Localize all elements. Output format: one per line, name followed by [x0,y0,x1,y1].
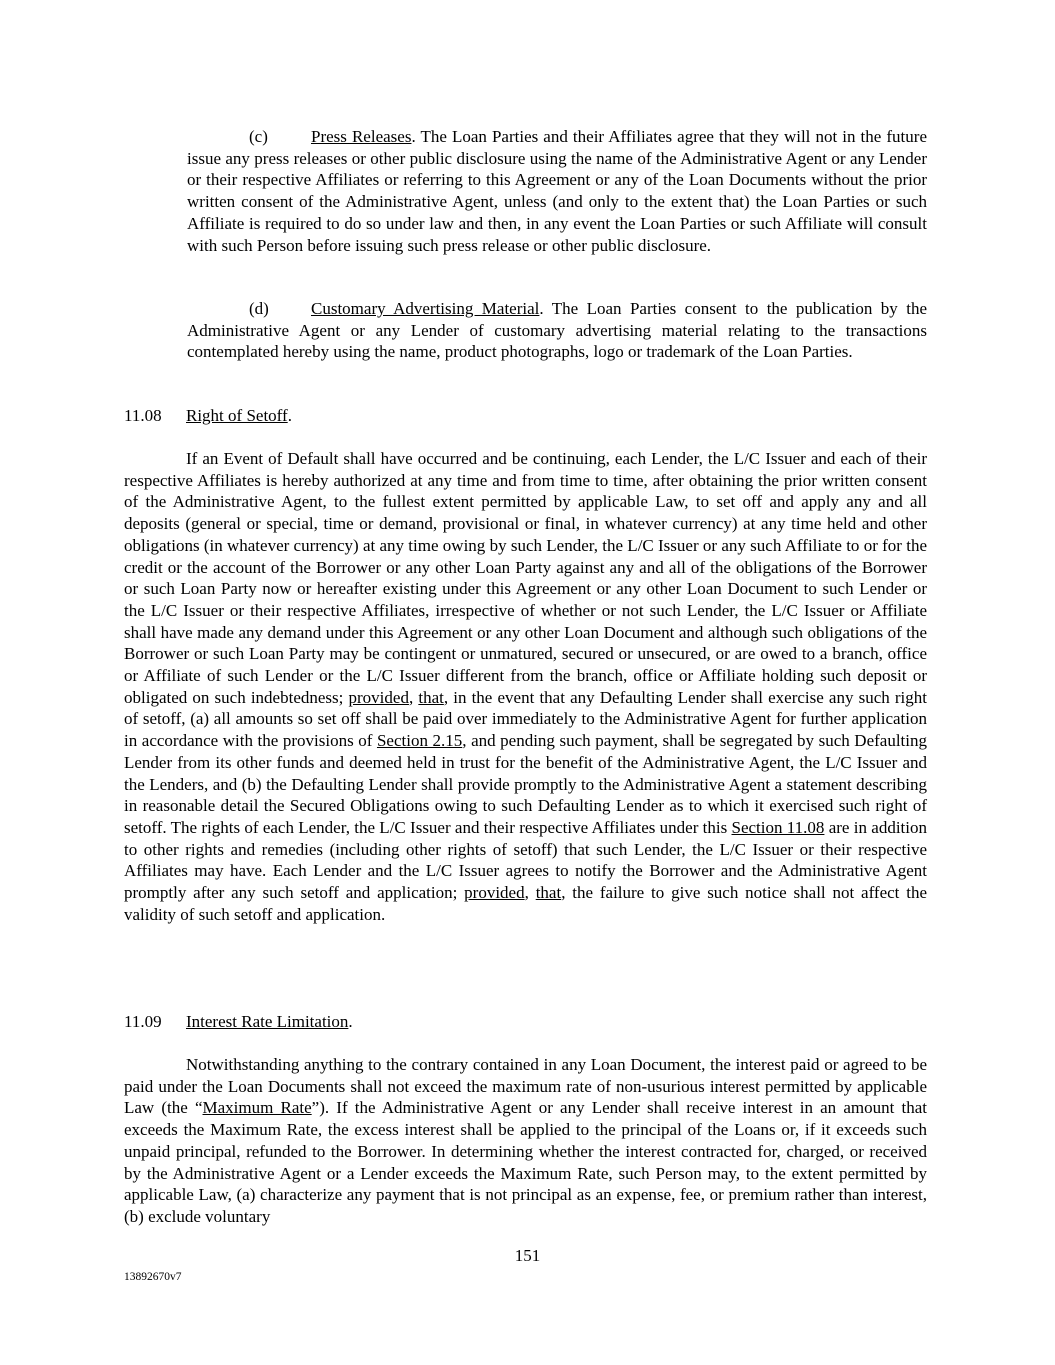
body-text: Notwithstanding anything to the contrary contained in any Loan Document, the interest paid or agreed to be paid under the Loan Documents shall not exceed the maximum rate of non-usurious interest permitted by applicable Law (the “ [124,1055,927,1118]
section-number: 11.08 [124,406,162,425]
paragraph-text: . The Loan Parties consent to the publication by the Administrative Agent or any Lender of customary advertising material relating to the transactions contemplated hereby using the name, product photographs, logo or trademark of the Loan Parties. [187,299,927,362]
separator-text: , [524,883,536,903]
paragraph-d-customary-advertising [187,298,927,363]
provided-term: provided [348,687,409,707]
paragraph-c-press-releases [187,126,927,256]
body-text: , in the event that any Defaulting Lender shall exercise any such right of setoff, (a) all amounts so set off shall be paid over immediately to the Administrative Agent for further application in accordance with the provisions of [124,687,928,751]
paragraph-title: Customary Advertising Material [311,299,540,318]
paragraph-title: Press Releases [311,127,412,146]
section-body-1108 [124,448,927,925]
section-heading-1109 [124,1011,353,1033]
page-number: 151 [514,1246,541,1265]
section-title: Right of Setoff [186,406,288,425]
section-number: 11.09 [124,1012,162,1031]
that-term: that [535,883,562,903]
that-term: that [418,687,444,707]
paragraph-number: (c) [249,127,268,146]
separator-text: , [408,687,419,707]
section-title-end: . [348,1012,353,1031]
section-body-1109 [124,1054,927,1228]
body-text: are in addition to other rights and remedies (including other rights of setoff) that such Lender, the L/C Issuer or their respective Affiliates may have. Each Lender and the L/C Issuer agrees to notify the Borrower and the Administrative Agent promptly after any such setoff and application; [124,817,927,903]
document-id: 13892670v7 [124,1271,182,1283]
section-heading-1108 [124,405,292,427]
section-reference: Section 11.08 [731,817,825,837]
paragraph-text: . The Loan Parties and their Affiliates agree that they will not in the future issue any press releases or other public disclosure using the name of the Administrative Agent or any Lender or their respective Affiliates or referring to this Agreement or any of the Loan Documents without the prior written consent of the Administrative Agent, unless (and only to the extent that) the Loan Parties or such Affiliate is required to do so under law and then, in any event the Loan Parties or such Affiliate will consult with such Person before issuing such press release or other public disclosure. [187,127,927,255]
provided-term: provided [464,883,525,903]
section-reference: Section 2.15 [376,731,463,751]
body-text: , the failure to give such notice shall not affect the validity of such setoff and application. [124,883,928,924]
body-text: ”). If the Administrative Agent or any Lender shall receive interest in an amount that exceeds the Maximum Rate, the excess interest shall be applied to the principal of the Loans or, if it exceeds such unpaid principal, refunded to the Borrower. In determining whether the interest contracted for, charged, or received by the Administrative Agent or a Lender exceeds the Maximum Rate, such Person may, to the extent permitted by applicable Law, (a) characterize any payment that is not principal as an expense, fee, or premium rather than interest, (b) exclude voluntary [124,1098,927,1226]
defined-term: Maximum Rate [202,1098,312,1118]
section-title-end: . [287,406,292,425]
body-text: If an Event of Default shall have occurred and be continuing, each Lender, the L/C Issuer and each of their respective Affiliates is hereby authorized at any time and from time to time, after obtaining the prior written consent of the Administrative Agent, to the fullest extent permitted by applicable Law, to set off and apply any and all deposits (general or special, time or demand, provisional or final, in whatever currency) at any time held and other obligations (in whatever currency) at any time owing by such Lender, the L/C Issuer or any such Affiliate to or for the credit or the account of the Borrower or any other Loan Party against any and all of the obligations of the Borrower or such Loan Party now or hereafter existing under this Agreement or any other Loan Document to such Lender or the L/C Issuer or their respective Affiliates, irrespective of whether or not such Lender, the L/C Issuer or Affiliate shall have made any demand under this Agreement or any other Loan Document and although such obligations of the Borrower or such Loan Party may be contingent or unmatured, secured or unsecured, or are owed to a branch, office or Affiliate of such Lender or the L/C Issuer different from the branch, office or Affiliate holding such deposit or obligated on such indebtedness; [124,449,927,707]
body-text: , and pending such payment, shall be segregated by such Defaulting Lender from its other funds and deemed held in trust for the benefit of the Administrative Agent, the L/C Issuer and the Lenders, and (b) the Defaulting Lender shall provide promptly to the Administrative Agent a statement describing in reasonable detail the Secured Obligations owing to such Defaulting Lender as to which it exercised such right of setoff. The rights of each Lender, the L/C Issuer and their respective Affiliates under this [124,731,927,837]
paragraph-number: (d) [249,299,269,318]
section-title: Interest Rate Limitation [186,1012,349,1031]
